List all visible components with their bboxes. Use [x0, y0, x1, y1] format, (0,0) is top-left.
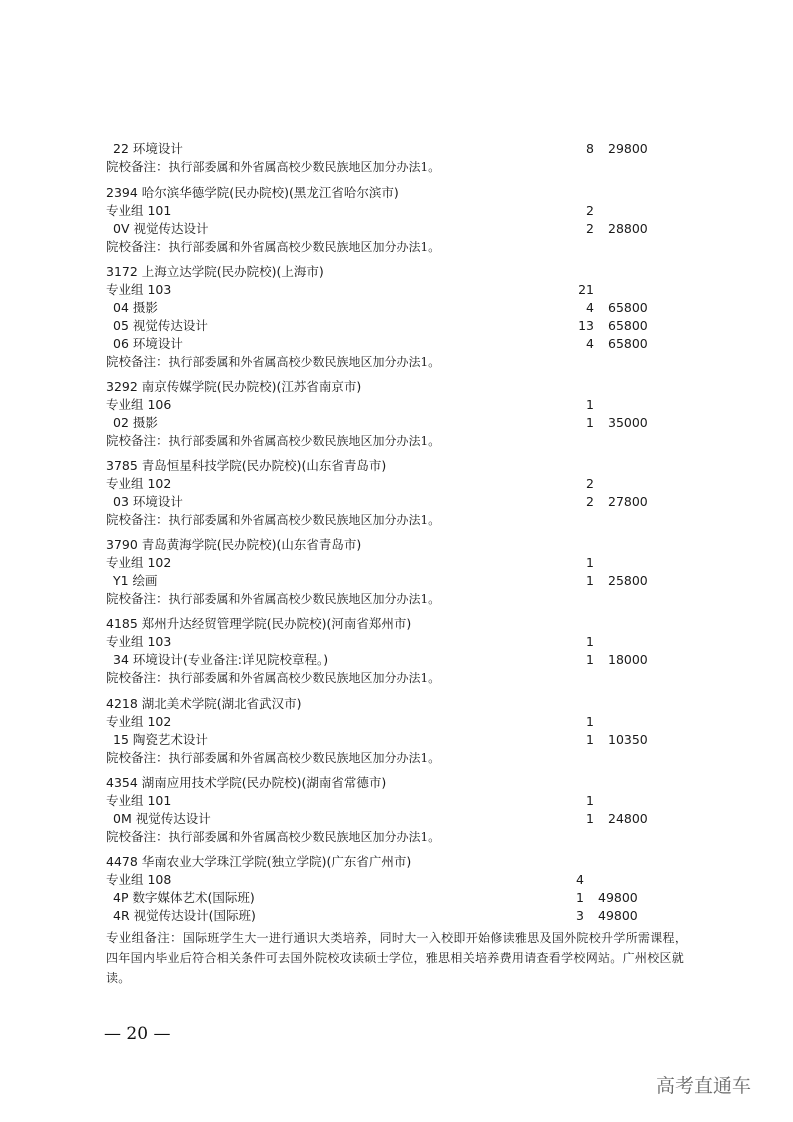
- school-name: 3172 上海立达学院(民办院校)(上海市): [106, 264, 324, 279]
- school-name: 2394 哈尔滨华德学院(民办院校)(黑龙江省哈尔滨市): [106, 185, 399, 200]
- major-name: 34 环境设计(专业备注:详见院校章程。): [113, 652, 329, 667]
- major-plan-count: 1: [586, 811, 594, 826]
- school-heading: [106, 184, 666, 202]
- school-heading: [106, 695, 666, 713]
- major-row: [106, 299, 666, 317]
- major-plan-count: 3: [576, 908, 584, 923]
- school-note-label: 院校备注：: [106, 829, 169, 844]
- major-group-name: 专业组 101: [106, 203, 172, 218]
- page-number: — 20 —: [104, 1024, 171, 1044]
- tuition-fee: 18000: [608, 652, 648, 667]
- major-name: 4R 视觉传达设计(国际班): [113, 908, 256, 923]
- tuition-fee: 49800: [598, 890, 638, 905]
- tuition-fee: 49800: [598, 908, 638, 923]
- major-row: [106, 810, 666, 828]
- tuition-fee: 27800: [608, 494, 648, 509]
- major-group-row: [106, 396, 666, 414]
- school-note-label: 院校备注：: [106, 354, 169, 369]
- school-note-text: 执行部委属和外省属高校少数民族地区加分办法1。: [168, 671, 441, 685]
- school-note-label: 院校备注：: [106, 670, 169, 685]
- tuition-fee: 65800: [608, 300, 648, 315]
- major-row: [106, 220, 666, 238]
- school-heading: [106, 378, 666, 396]
- major-group-row: [106, 554, 666, 572]
- major-plan-count: 13: [578, 318, 594, 333]
- school-heading: [106, 457, 666, 475]
- major-row: [106, 651, 666, 669]
- major-plan-count: 1: [586, 573, 594, 588]
- group-plan-count: 1: [586, 714, 594, 729]
- major-group-name: 专业组 101: [106, 793, 172, 808]
- group-plan-count: 2: [586, 203, 594, 218]
- school-note-label: 院校备注：: [106, 591, 169, 606]
- major-group-row: [106, 202, 666, 220]
- group-plan-count: 2: [586, 476, 594, 491]
- group-plan-count: 1: [586, 555, 594, 570]
- school-note: [106, 238, 666, 256]
- major-group-row: [106, 475, 666, 493]
- school-note-label: 院校备注：: [106, 512, 169, 527]
- group-plan-count: 1: [586, 793, 594, 808]
- major-group-name: 专业组 108: [106, 872, 172, 887]
- major-plan-count: 1: [586, 732, 594, 747]
- major-plan-count: 4: [586, 300, 594, 315]
- group-plan-count: 21: [578, 282, 594, 297]
- school-heading: [106, 536, 666, 554]
- major-group-name: 专业组 103: [106, 634, 172, 649]
- school-heading: [106, 263, 666, 281]
- major-row: [106, 335, 666, 353]
- major-name: 4P 数字媒体艺术(国际班): [113, 890, 255, 905]
- major-plan-count: 4: [586, 336, 594, 351]
- group-plan-count: 1: [586, 397, 594, 412]
- tuition-fee: 29800: [608, 141, 648, 156]
- school-name: 4354 湖南应用技术学院(民办院校)(湖南省常德市): [106, 775, 387, 790]
- tuition-fee: 65800: [608, 336, 648, 351]
- group-plan-count: 4: [576, 872, 584, 887]
- school-note-label: 院校备注：: [106, 239, 169, 254]
- major-group-row: [106, 792, 666, 810]
- tuition-fee: 28800: [608, 221, 648, 236]
- watermark-logo-text: 高考直通车: [656, 1075, 752, 1097]
- school-note-text: 执行部委属和外省属高校少数民族地区加分办法1。: [168, 160, 441, 174]
- school-note-text: 执行部委属和外省属高校少数民族地区加分办法1。: [168, 513, 441, 527]
- school-heading: [106, 853, 666, 871]
- major-row: [106, 731, 666, 749]
- major-group-name: 专业组 102: [106, 555, 172, 570]
- school-note: [106, 669, 666, 687]
- major-group-row: [106, 281, 666, 299]
- group-note-text: 国际班学生大一进行通识大类培养，同时大一入校即开始修读雅思及国外院校升学所需课程，四年国内毕业后符合相关条件可去国外院校攻读硕士学位，雅思相关培养费用请查看学校网站。广州校区就读。: [106, 931, 688, 985]
- tuition-fee: 25800: [608, 573, 648, 588]
- school-note-label: 院校备注：: [106, 433, 169, 448]
- school-note-text: 执行部委属和外省属高校少数民族地区加分办法1。: [168, 240, 441, 254]
- school-name: 3790 青岛黄海学院(民办院校)(山东省青岛市): [106, 537, 362, 552]
- school-note: [106, 590, 666, 608]
- major-plan-count: 1: [586, 415, 594, 430]
- major-row: [106, 414, 666, 432]
- tuition-fee: 10350: [608, 732, 648, 747]
- school-name: 4185 郑州升达经贸管理学院(民办院校)(河南省郑州市): [106, 616, 412, 631]
- school-name: 3785 青岛恒星科技学院(民办院校)(山东省青岛市): [106, 458, 387, 473]
- major-group-row: [106, 633, 666, 651]
- major-group-row: [106, 871, 666, 889]
- major-name: 0M 视觉传达设计: [113, 811, 211, 826]
- school-note-text: 执行部委属和外省属高校少数民族地区加分办法1。: [168, 355, 441, 369]
- school-note: [106, 828, 666, 846]
- tuition-fee: 65800: [608, 318, 648, 333]
- major-name: 0V 视觉传达设计: [113, 221, 209, 236]
- major-group-name: 专业组 106: [106, 397, 172, 412]
- major-row: [106, 317, 666, 335]
- school-note-label: 院校备注：: [106, 750, 169, 765]
- group-plan-count: 1: [586, 634, 594, 649]
- major-plan-count: 2: [586, 494, 594, 509]
- group-note-paragraph: [106, 928, 696, 988]
- major-row: [106, 493, 666, 511]
- major-row: [106, 907, 666, 925]
- school-heading: [106, 615, 666, 633]
- school-name: 3292 南京传媒学院(民办院校)(江苏省南京市): [106, 379, 362, 394]
- major-row: [106, 572, 666, 590]
- major-row: [106, 889, 666, 907]
- major-row: [106, 140, 666, 158]
- tuition-fee: 35000: [608, 415, 648, 430]
- major-name: 04 摄影: [113, 300, 158, 315]
- major-name: 03 环境设计: [113, 494, 183, 509]
- school-name: 4218 湖北美术学院(湖北省武汉市): [106, 696, 302, 711]
- major-name: 06 环境设计: [113, 336, 183, 351]
- major-group-name: 专业组 102: [106, 714, 172, 729]
- major-group-name: 专业组 103: [106, 282, 172, 297]
- school-note-label: 院校备注：: [106, 159, 169, 174]
- major-plan-count: 8: [586, 141, 594, 156]
- school-heading: [106, 774, 666, 792]
- school-note-text: 执行部委属和外省属高校少数民族地区加分办法1。: [168, 592, 441, 606]
- major-group-row: [106, 713, 666, 731]
- school-note: [106, 432, 666, 450]
- major-name: 22 环境设计: [113, 141, 183, 156]
- school-note-text: 执行部委属和外省属高校少数民族地区加分办法1。: [168, 434, 441, 448]
- school-note-text: 执行部委属和外省属高校少数民族地区加分办法1。: [168, 751, 441, 765]
- tuition-fee: 24800: [608, 811, 648, 826]
- major-name: 02 摄影: [113, 415, 158, 430]
- school-note: [106, 511, 666, 529]
- group-note-label: 专业组备注：: [106, 930, 183, 945]
- major-plan-count: 1: [576, 890, 584, 905]
- major-name: Y1 绘画: [113, 573, 158, 588]
- school-note-text: 执行部委属和外省属高校少数民族地区加分办法1。: [168, 830, 441, 844]
- major-group-name: 专业组 102: [106, 476, 172, 491]
- school-name: 4478 华南农业大学珠江学院(独立学院)(广东省广州市): [106, 854, 412, 869]
- school-note: [106, 749, 666, 767]
- major-name: 15 陶瓷艺术设计: [113, 732, 208, 747]
- major-plan-count: 2: [586, 221, 594, 236]
- major-name: 05 视觉传达设计: [113, 318, 208, 333]
- school-note: [106, 158, 666, 176]
- school-note: [106, 353, 666, 371]
- major-plan-count: 1: [586, 652, 594, 667]
